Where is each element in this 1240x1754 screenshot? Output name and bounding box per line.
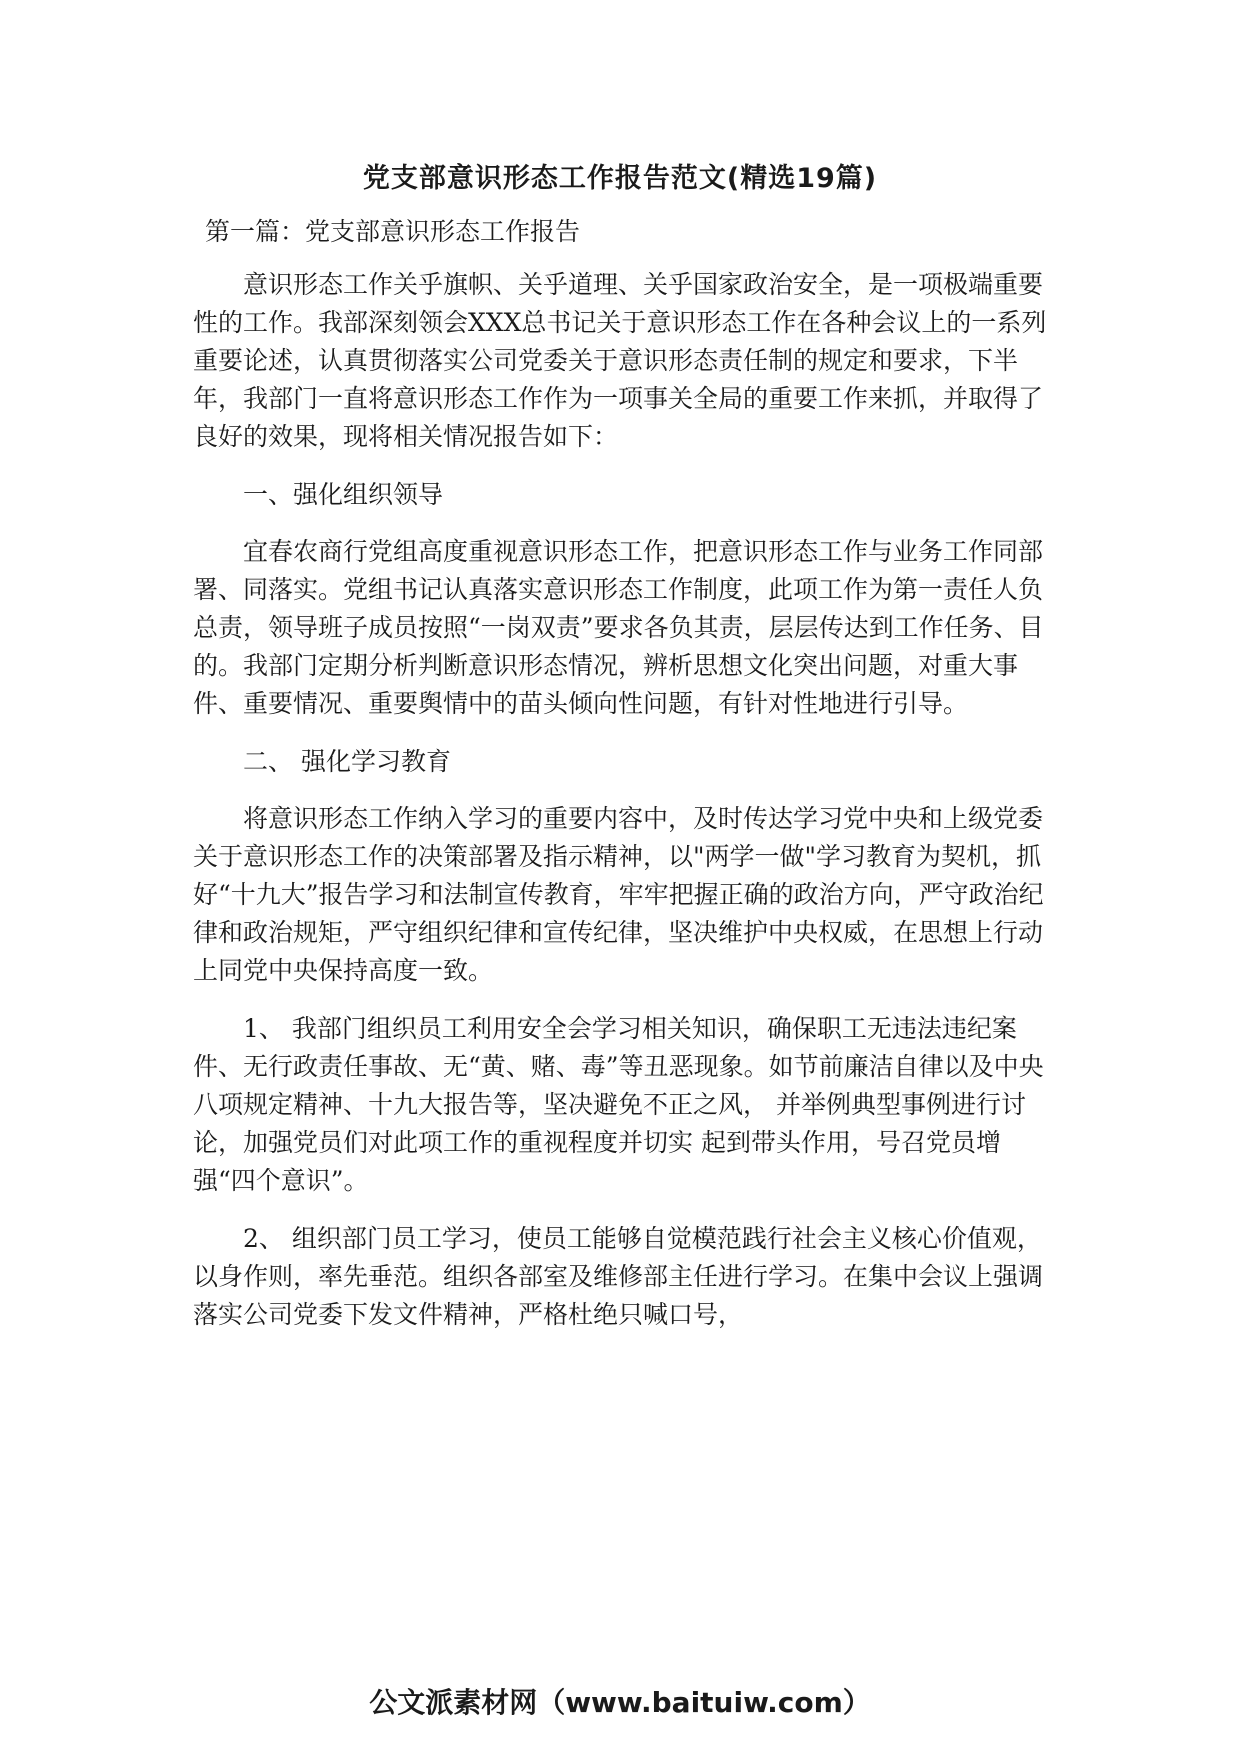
paragraph-organization: 宜春农商行党组高度重视意识形态工作，把意识形态工作与业务工作同部署、同落实。党组书记认真落实意识形态工作制度，此项工作为第一责任人负总责，领导班子成员按照“一岗双责”要求各负其责，层层传达到工作任务、目的。我部门定期分析判断意识形态情况，辨析思想文化突出问题，对重大事件、重要情况、重要舆情中的苗头倾向性问题，有针对性地进行引导。 [193, 537, 1044, 718]
paragraph-intro: 意识形态工作关乎旗帜、关乎道理、关乎国家政治安全，是一项极端重要性的工作。我部深刻领会XXX总书记关于意识形态工作在各种会议上的一系列重要论述，认真贯彻落实公司党委关于意识形态责任制的规定和要求，下半年，我部门一直将意识形态工作作为一项事关全局的重要工作来抓，并取得了良好的效果，现将相关情况报告如下： [193, 270, 1047, 451]
subheading-education: 二、 强化学习教育 [243, 747, 451, 776]
paragraph-item-2: 2、 组织部门员工学习，使员工能够自觉模范践行社会主义核心价值观，以身作则，率先垂范。组织各部室及维修部主任进行学习。在集中会议上强调落实公司党委下发文件精神，严格杜绝只喊口号， [193, 1224, 1044, 1329]
document-body [193, 266, 1048, 1354]
document-title: 党支部意识形态工作报告范文(精选19篇) [362, 163, 878, 194]
paragraph-education: 将意识形态工作纳入学习的重要内容中，及时传达学习党中央和上级党委关于意识形态工作的决策部署及指示精神，以"两学一做"学习教育为契机，抓好“十九大”报告学习和法制宣传教育，牢牢把握正确的政治方向，严守政治纪律和政治规矩，严守组织纪律和宣传纪律，坚决维护中央权威，在思想上行动上同党中央保持高度一致。 [193, 804, 1044, 985]
footer-watermark: 公文派素材网（www.baituiw.com） [369, 1686, 871, 1719]
section-heading: 第一篇：党支部意识形态工作报告 [205, 217, 581, 246]
subheading-organization: 一、强化组织领导 [243, 480, 444, 509]
paragraph-item-1: 1、 我部门组织员工利用安全会学习相关知识，确保职工无违法违纪案件、无行政责任事故、无“黄、赌、毒”等丑恶现象。如节前廉洁自律以及中央八项规定精神、十九大报告等，坚决避免不正之风， 并举例典型事例进行讨论，加强党员们对此项工作的重视程度并切实 起到带头作用，号召党员增强“四个意识”。 [193, 1014, 1044, 1195]
